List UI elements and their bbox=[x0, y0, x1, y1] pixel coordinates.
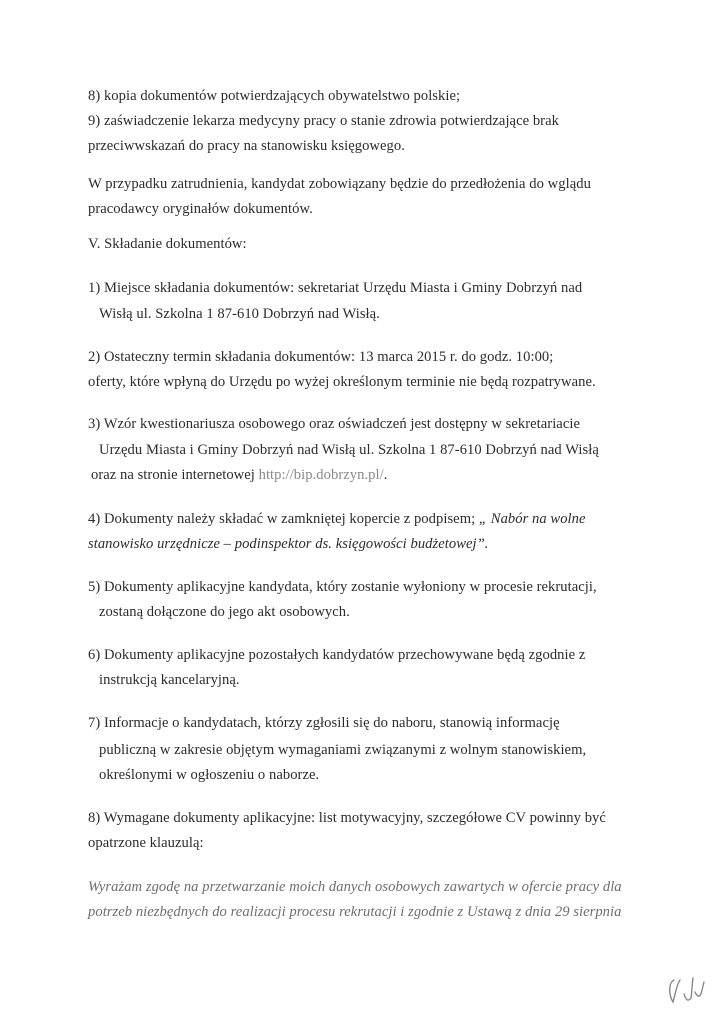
consent-clause: Wyrażam zgodę na przetwarzanie moich danych osobowych zawartych w ofercie pracy dla bbox=[88, 879, 622, 895]
item-deadline-cont: oferty, które wpłyną do Urzędu po wyżej określonym terminie nie będą rozpatrywane. bbox=[88, 374, 596, 390]
item-required-documents: 8) Wymagane dokumenty aplikacyjne: list motywacyjny, szczegółowe CV powinny być bbox=[88, 810, 606, 826]
item-selected-candidate: 5) Dokumenty aplikacyjne kandydata, który zostanie wyłoniony w procesie rekrutacji, bbox=[88, 579, 597, 595]
envelope-caption: „ Nabór na wolne bbox=[478, 511, 586, 527]
item-public-information: 7) Informacje o kandydatach, którzy zgłosili się do naboru, stanowią informację bbox=[88, 715, 560, 731]
list-item-medical-certificate: 9) zaświadczenie lekarza medycyny pracy o stanie zdrowia potwierdzające brak bbox=[88, 113, 559, 129]
employment-note-cont: pracodawcy oryginałów dokumentów. bbox=[88, 201, 313, 217]
website-link[interactable]: http://bip.dobrzyn.pl/ bbox=[258, 467, 384, 483]
list-item-citizenship-copy: 8) kopia dokumentów potwierdzających obywatelstwo polskie; bbox=[88, 88, 461, 104]
item-selected-candidate-cont: zostaną dołączone do jego akt osobowych. bbox=[99, 604, 350, 620]
item-submission-place: 1) Miejsce składania dokumentów: sekretariat Urzędu Miasta i Gminy Dobrzyń nad bbox=[88, 280, 583, 296]
item-deadline: 2) Ostateczny termin składania dokumentów: 13 marca 2015 r. do godz. 10:00; bbox=[88, 349, 554, 365]
list-item-medical-certificate-cont: przeciwwskazań do pracy na stanowisku księgowego. bbox=[88, 138, 405, 154]
item-public-information-cont-1: publiczną w zakresie objętym wymaganiami związanymi z wolnym stanowiskiem, bbox=[99, 742, 587, 758]
item-required-documents-cont: opatrzone klauzulą: bbox=[88, 835, 204, 851]
item-questionnaire: 3) Wzór kwestionariusza osobowego oraz oświadczeń jest dostępny w sekretariacie bbox=[88, 416, 580, 432]
envelope-caption-cont: stanowisko urzędnicze – podinspektor ds. księgowości budżetowej”. bbox=[88, 536, 489, 552]
handwritten-initials-icon bbox=[664, 972, 708, 1008]
employment-note: W przypadku zatrudnienia, kandydat zobowiązany będzie do przedłożenia do wglądu bbox=[88, 176, 591, 192]
section-heading: V. Składanie dokumentów: bbox=[88, 236, 247, 252]
item-other-candidates-cont: instrukcją kancelaryjną. bbox=[99, 672, 240, 688]
envelope-text: 4) Dokumenty należy składać w zamkniętej kopercie z podpisem; bbox=[88, 511, 479, 527]
consent-clause-cont: potrzeb niezbędnych do realizacji procesu rekrutacji i zgodnie z Ustawą z dnia 29 sierpnia bbox=[88, 904, 622, 920]
item-public-information-cont-2: określonymi w ogłoszeniu o naborze. bbox=[99, 767, 320, 783]
item-other-candidates: 6) Dokumenty aplikacyjne pozostałych kandydatów przechowywane będą zgodnie z bbox=[88, 647, 586, 663]
item-submission-place-cont: Wisłą ul. Szkolna 1 87-610 Dobrzyń nad Wisłą. bbox=[99, 306, 380, 322]
item-questionnaire-website bbox=[91, 466, 387, 484]
website-prefix: oraz na stronie internetowej bbox=[91, 467, 259, 483]
item-questionnaire-address: Urzędu Miasta i Gminy Dobrzyń nad Wisłą ul. Szkolna 1 87-610 Dobrzyń nad Wisłą bbox=[99, 442, 599, 458]
item-envelope bbox=[88, 510, 586, 528]
website-suffix: . bbox=[383, 467, 388, 483]
